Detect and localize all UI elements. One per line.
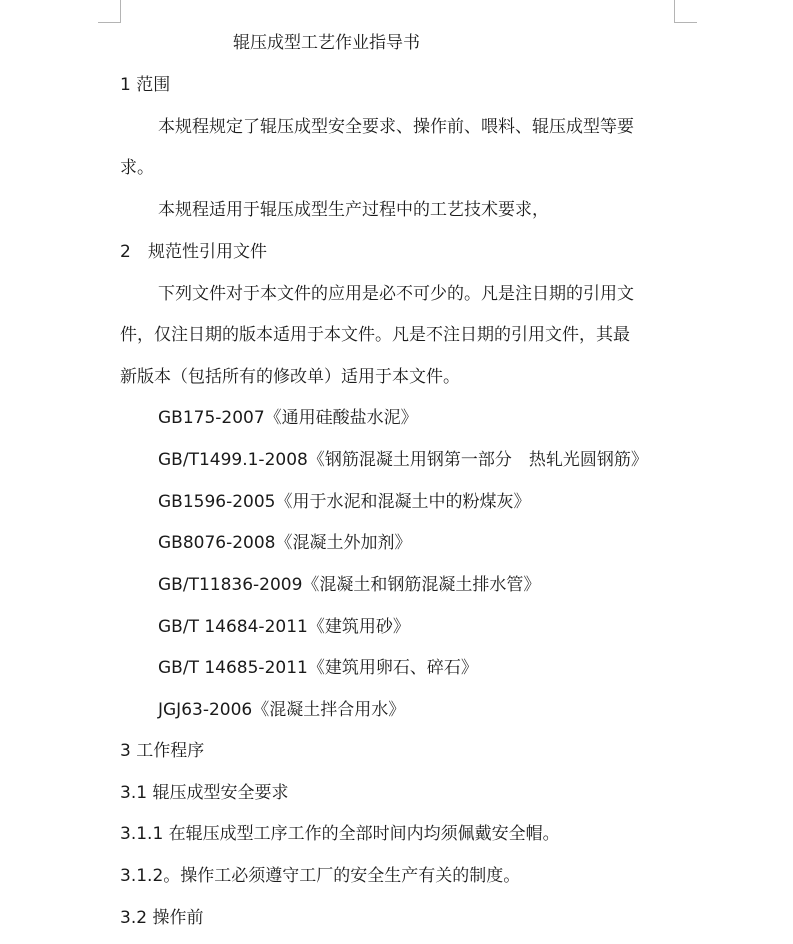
reference-item-6: GB/T 14684-2011《建筑用砂》 bbox=[158, 617, 410, 637]
reference-item-2: GB/T1499.1-2008《钢筋混凝土用钢第一部分 热轧光圆钢筋》 bbox=[158, 450, 648, 470]
section-2-paragraph-line-3: 新版本（包括所有的修改单）适用于本文件。 bbox=[120, 367, 460, 387]
section-3-heading: 3 工作程序 bbox=[120, 741, 205, 761]
section-1-paragraph-2: 本规程适用于辊压成型生产过程中的工艺技术要求， bbox=[158, 200, 549, 220]
section-3-1-1-text: 3.1.1 在辊压成型工序工作的全部时间内均须佩戴安全帽。 bbox=[120, 824, 560, 844]
section-2-heading-number: 2 bbox=[120, 242, 131, 262]
section-1-heading: 1 范围 bbox=[120, 75, 171, 95]
section-3-2-heading: 3.2 操作前 bbox=[120, 908, 204, 928]
reference-item-1: GB175-2007《通用硅酸盐水泥》 bbox=[158, 408, 418, 428]
document-title: 辊压成型工艺作业指导书 bbox=[233, 33, 420, 53]
reference-item-8: JGJ63-2006《混凝土拌合用水》 bbox=[158, 700, 406, 720]
reference-item-3: GB1596-2005《用于水泥和混凝土中的粉煤灰》 bbox=[158, 492, 531, 512]
section-2-paragraph-line-1: 下列文件对于本文件的应用是必不可少的。凡是注日期的引用文 bbox=[158, 284, 634, 304]
reference-item-7: GB/T 14685-2011《建筑用卵石、碎石》 bbox=[158, 658, 478, 678]
page-corner-mark-right bbox=[674, 0, 697, 23]
section-1-paragraph-1-line-2: 求。 bbox=[120, 158, 154, 178]
reference-item-5: GB/T11836-2009《混凝土和钢筋混凝土排水管》 bbox=[158, 575, 541, 595]
page-corner-mark-left bbox=[98, 0, 121, 23]
section-2-paragraph-line-2: 件，仅注日期的版本适用于本文件。凡是不注日期的引用文件，其最 bbox=[120, 325, 630, 345]
section-2-heading-text: 规范性引用文件 bbox=[148, 242, 267, 262]
section-3-1-2-text: 3.1.2。操作工必须遵守工厂的安全生产有关的制度。 bbox=[120, 866, 521, 886]
section-1-paragraph-1-line-1: 本规程规定了辊压成型安全要求、操作前、喂料、辊压成型等要 bbox=[158, 117, 634, 137]
reference-item-4: GB8076-2008《混凝土外加剂》 bbox=[158, 533, 412, 553]
section-3-1-heading: 3.1 辊压成型安全要求 bbox=[120, 783, 289, 803]
section-2-heading bbox=[120, 241, 793, 263]
